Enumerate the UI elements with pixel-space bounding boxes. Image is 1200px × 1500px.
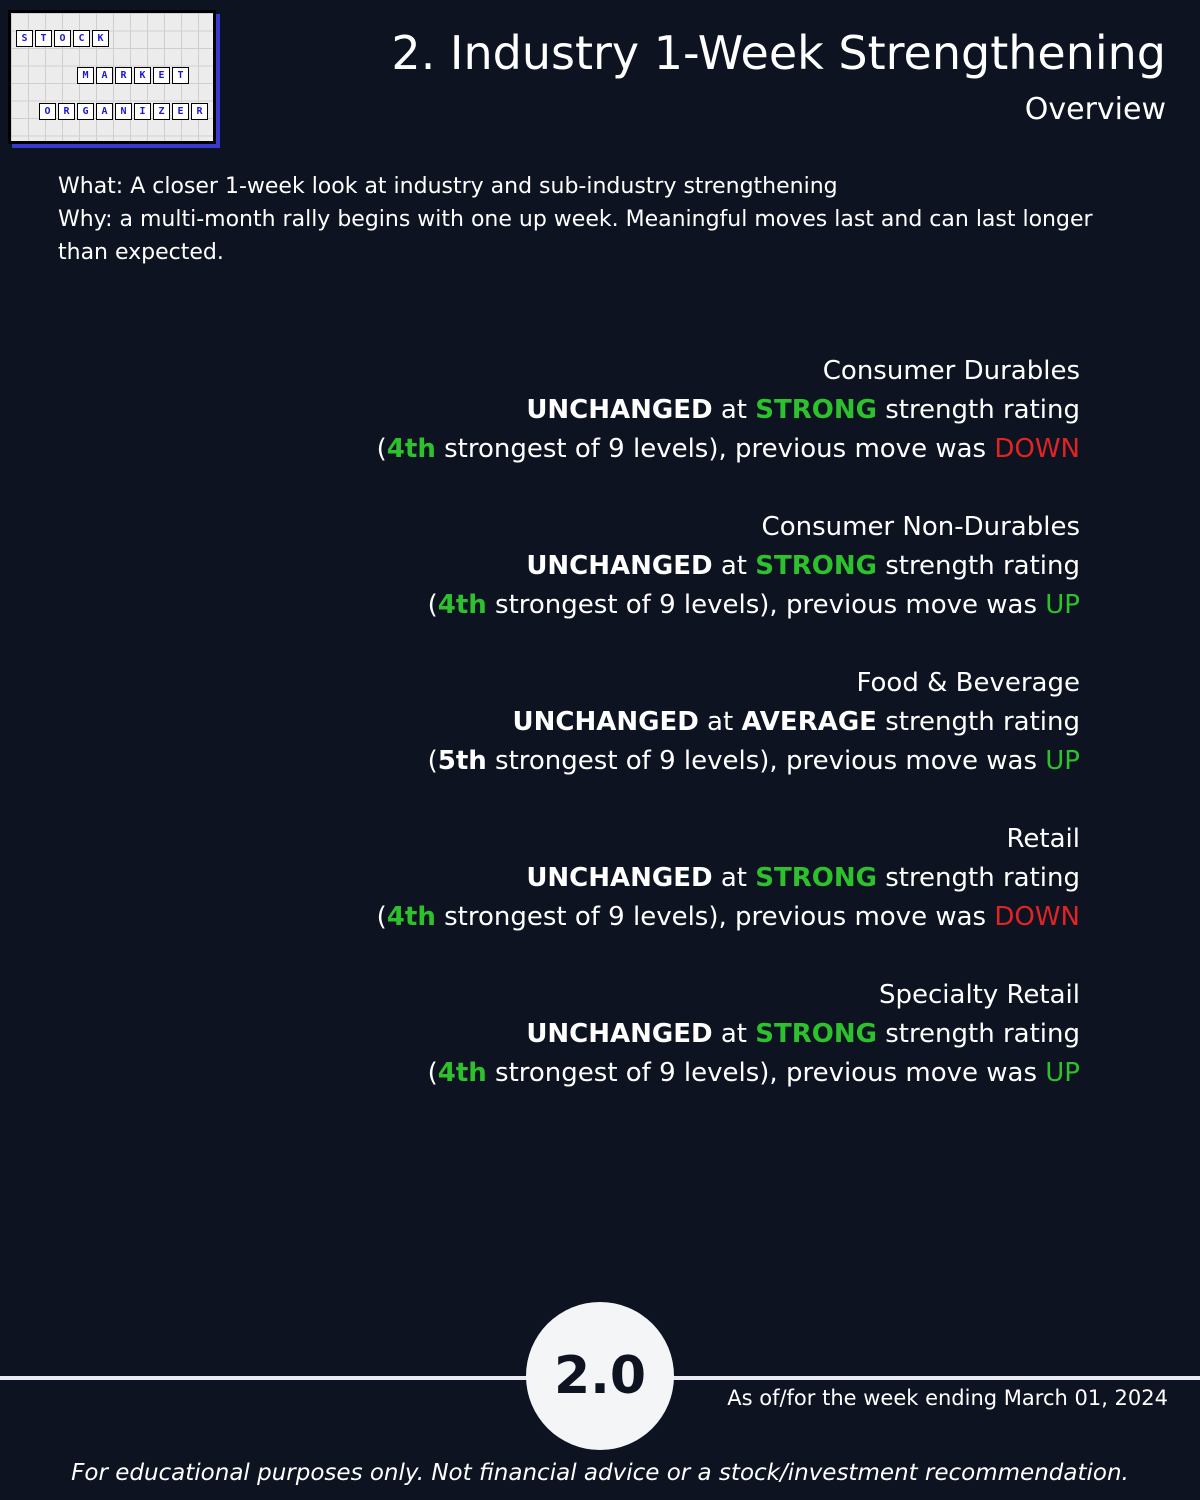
logo-letter: R [115, 67, 132, 84]
previous-move: UP [1045, 746, 1080, 776]
rank-text: strongest of 9 levels), previous move was [486, 746, 1046, 776]
rank-line [180, 898, 1080, 937]
rank-level: 5th [437, 746, 487, 776]
open-paren: ( [427, 590, 438, 620]
open-paren: ( [427, 1058, 438, 1088]
rank-line [180, 1054, 1080, 1093]
strength-rating-text: strength rating [876, 551, 1080, 581]
logo-letter: O [54, 30, 71, 47]
industry-name: Consumer Non-Durables [761, 512, 1080, 542]
rank-text: strongest of 9 levels), previous move was [486, 590, 1046, 620]
at-text: at [712, 551, 756, 581]
section-number-badge: 2.0 [526, 1302, 674, 1450]
at-text: at [712, 1019, 756, 1049]
logo-word-stock [16, 30, 109, 47]
strength-rating-text: strength rating [876, 707, 1080, 737]
strength-rating-text: strength rating [876, 395, 1080, 425]
previous-move: UP [1045, 1058, 1080, 1088]
status-change: UNCHANGED [526, 1019, 713, 1049]
status-change: UNCHANGED [526, 551, 713, 581]
strength-rating: AVERAGE [741, 707, 877, 737]
logo-letter: K [134, 67, 151, 84]
logo-letter: G [77, 103, 94, 120]
logo-word-market [77, 67, 189, 84]
logo-letter: N [115, 103, 132, 120]
industry-name: Food & Beverage [856, 668, 1080, 698]
rank-text: strongest of 9 levels), previous move was [435, 902, 995, 932]
previous-move: DOWN [994, 902, 1080, 932]
page-subtitle: Overview [1024, 92, 1166, 127]
rank-level: 4th [386, 902, 436, 932]
strength-rating: STRONG [755, 551, 877, 581]
at-text: at [712, 395, 756, 425]
rank-level: 4th [386, 434, 436, 464]
status-line [180, 859, 1080, 898]
logo-letter: R [58, 103, 75, 120]
logo-letter: C [73, 30, 90, 47]
industry-entry [180, 508, 1080, 625]
strength-rating: STRONG [755, 863, 877, 893]
status-line [180, 703, 1080, 742]
logo-letter: T [172, 67, 189, 84]
stock-market-organizer-logo [8, 10, 216, 144]
logo-letter: E [153, 67, 170, 84]
industry-entry [180, 976, 1080, 1093]
industry-entry [180, 664, 1080, 781]
industry-name: Consumer Durables [822, 356, 1080, 386]
strength-rating: STRONG [755, 395, 877, 425]
strength-rating: STRONG [755, 1019, 877, 1049]
rank-line [180, 586, 1080, 625]
strength-rating-text: strength rating [876, 863, 1080, 893]
previous-move: DOWN [994, 434, 1080, 464]
open-paren: ( [376, 902, 387, 932]
open-paren: ( [427, 746, 438, 776]
status-change: UNCHANGED [526, 863, 713, 893]
logo-letter: I [134, 103, 151, 120]
previous-move: UP [1045, 590, 1080, 620]
logo-word-organizer [39, 103, 208, 120]
rank-line [180, 742, 1080, 781]
logo-letter: T [35, 30, 52, 47]
status-line [180, 547, 1080, 586]
industry-entry [180, 820, 1080, 937]
logo-letter: A [96, 67, 113, 84]
at-text: at [712, 863, 756, 893]
strength-rating-text: strength rating [876, 1019, 1080, 1049]
logo-letter: Z [153, 103, 170, 120]
intro-why: Why: a multi-month rally begins with one up week. Meaningful moves last and can last longer than expected. [58, 207, 1093, 265]
page-title: 2. Industry 1-Week Strengthening [391, 26, 1166, 80]
logo-letter: M [77, 67, 94, 84]
status-line [180, 1015, 1080, 1054]
disclaimer: For educational purposes only. Not financial advice or a stock/investment recommendation. [71, 1460, 1129, 1486]
industry-name: Specialty Retail [879, 980, 1080, 1010]
intro-what: What: A closer 1-week look at industry and sub-industry strengthening [58, 174, 838, 199]
rank-text: strongest of 9 levels), previous move was [435, 434, 995, 464]
open-paren: ( [376, 434, 387, 464]
status-change: UNCHANGED [512, 707, 699, 737]
rank-level: 4th [437, 590, 487, 620]
as-of-date: As of/for the week ending March 01, 2024 [727, 1386, 1168, 1410]
rank-line [180, 430, 1080, 469]
status-change: UNCHANGED [526, 395, 713, 425]
industry-name: Retail [1006, 824, 1080, 854]
industry-list [180, 352, 1080, 1132]
rank-level: 4th [437, 1058, 487, 1088]
logo-letter: S [16, 30, 33, 47]
logo-letter: E [172, 103, 189, 120]
rank-text: strongest of 9 levels), previous move was [486, 1058, 1046, 1088]
status-line [180, 391, 1080, 430]
logo-letter: O [39, 103, 56, 120]
logo-letter: R [191, 103, 208, 120]
logo-letter: K [92, 30, 109, 47]
intro-text [58, 170, 1138, 269]
industry-entry [180, 352, 1080, 469]
at-text: at [698, 707, 742, 737]
logo-letter: A [96, 103, 113, 120]
